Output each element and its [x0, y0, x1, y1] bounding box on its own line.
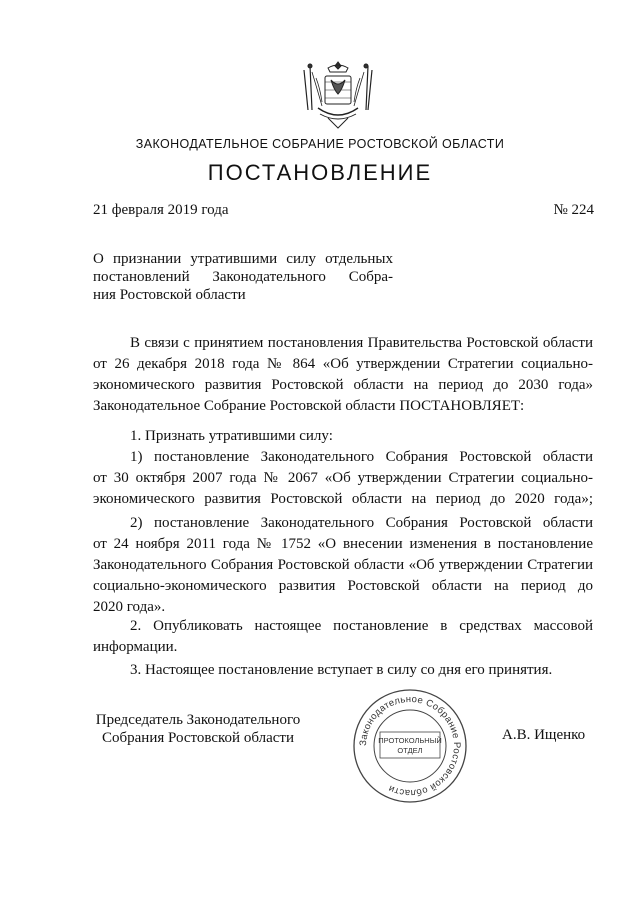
document-number: № 224	[553, 202, 594, 218]
paragraph-line: 3. Настоящее постановление вступает в силу со дня его принятия.	[130, 662, 553, 678]
organization-name: ЗАКОНОДАТЕЛЬНОЕ СОБРАНИЕ РОСТОВСКОЙ ОБЛАСТИ	[135, 137, 505, 151]
signatory-title-line: Председатель Законодательного	[95, 712, 301, 728]
paragraph-line: 2020 года».	[93, 599, 166, 615]
document-date: 21 февраля 2019 года	[93, 202, 229, 218]
stamp-center-line: ПРОТОКОЛЬНЫЙ	[378, 736, 442, 745]
paragraph-line: от 26 декабря 2018 года № 864 «Об утверждении Стратегии социально-	[93, 356, 593, 372]
signatory-name: А.В. Ищенко	[502, 727, 586, 743]
subject-line: постановлений Законодательного Собра-	[93, 269, 393, 285]
signatory-title-line: Собрания Ростовской области	[102, 730, 294, 746]
paragraph-line: Законодательного Собрания Ростовской области «Об утверждении Стратегии	[93, 557, 593, 573]
subject-line: ния Ростовской области	[93, 287, 246, 303]
paragraph-line: 2) постановление Законодательного Собрания Ростовской области	[130, 515, 593, 531]
stamp-center-line: ОТДЕЛ	[397, 746, 423, 755]
signatory-title	[93, 711, 303, 747]
paragraph-line: 2. Опубликовать настоящее постановление в средствах массовой	[130, 618, 593, 634]
paragraph-line: 1) постановление Законодательного Собрания Ростовской области	[130, 449, 593, 465]
subject-line: О признании утратившими силу отдельных	[93, 251, 393, 267]
paragraph-line: социально-экономического развития Ростовской области на период до	[93, 578, 593, 594]
document-subject	[93, 250, 393, 304]
coat-of-arms-icon	[298, 58, 378, 132]
paragraph-line: В связи с принятием постановления Правительства Ростовской области	[130, 335, 593, 351]
paragraph-line: Законодательное Собрание Ростовской области ПОСТАНОВЛЯЕТ:	[93, 398, 525, 414]
paragraph-line: от 30 октября 2007 года № 2067 «Об утверждении Стратегии социально-	[93, 470, 593, 486]
document-type-title: ПОСТАНОВЛЕНИЕ	[207, 160, 433, 185]
paragraph-line: от 24 ноября 2011 года № 1752 «О внесении изменения в постановление	[93, 536, 593, 552]
official-stamp	[351, 687, 469, 805]
paragraph-line: информации.	[93, 639, 178, 655]
paragraph-line: экономического развития Ростовской области на период до 2020 года»;	[93, 491, 593, 507]
stamp-ring-text: Законодательное Собрание Ростовской области	[357, 693, 463, 799]
paragraph-line: экономического развития Ростовской области на период до 2030 года»	[93, 377, 593, 393]
paragraph-line: 1. Признать утратившими силу:	[130, 428, 333, 444]
